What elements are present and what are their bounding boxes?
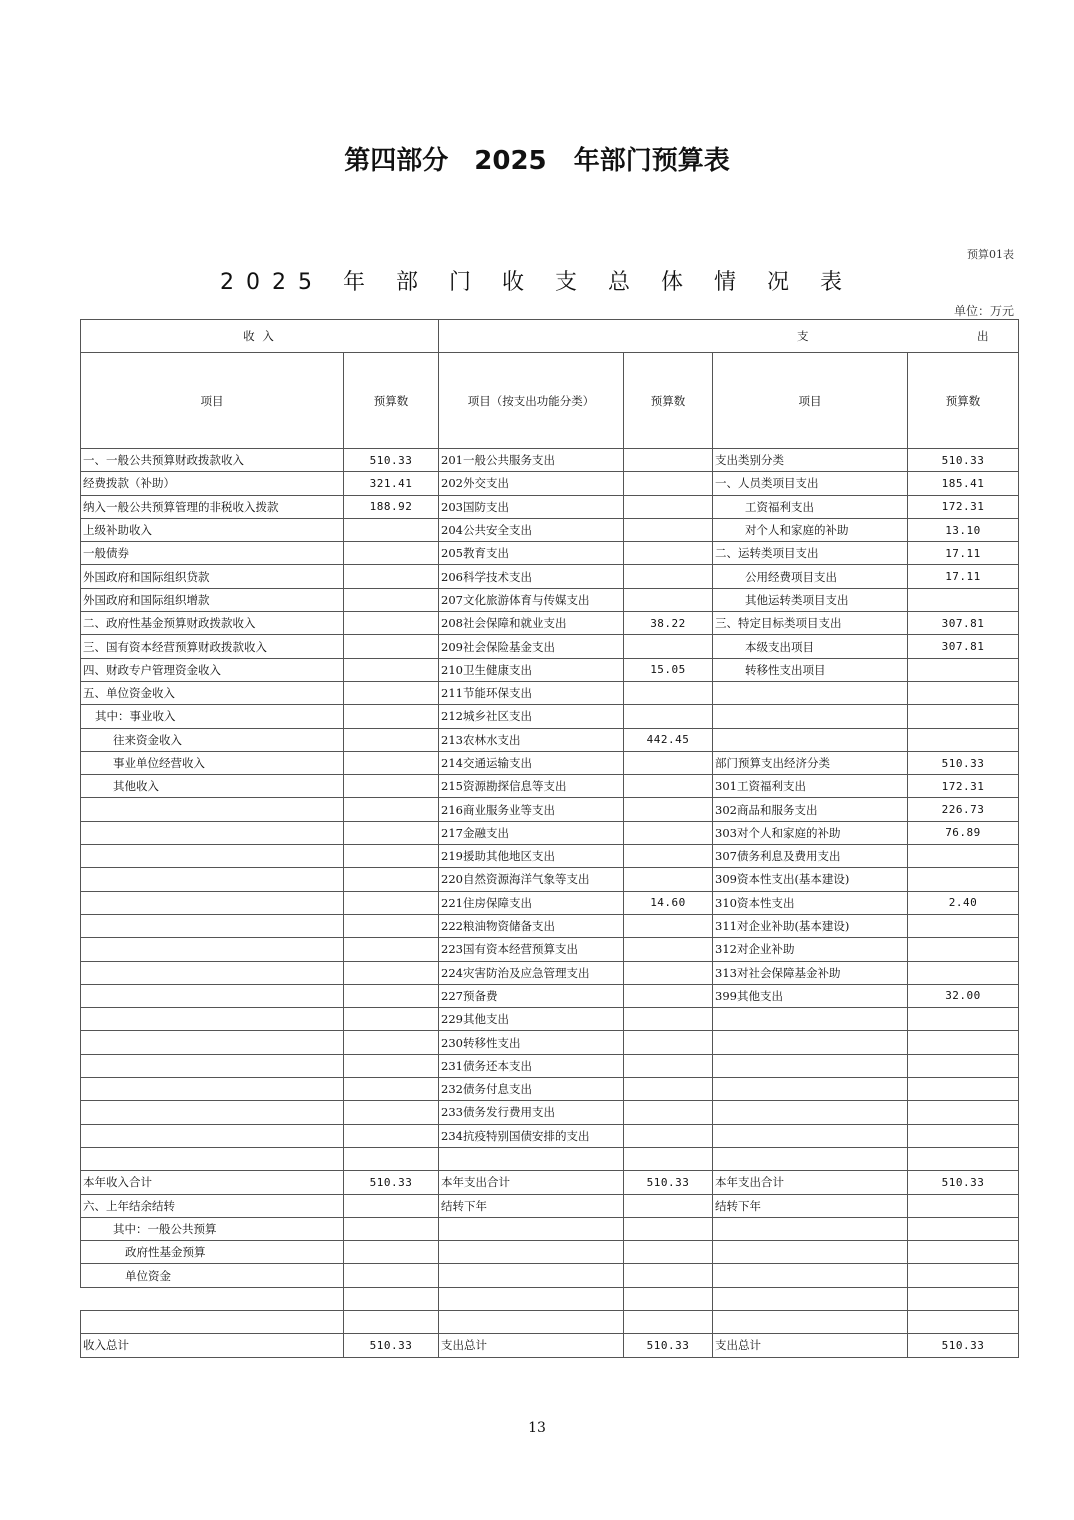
col-header-budget: 预算数 [344,353,439,449]
table-title: 2025 年 部 门 收 支 总 体 情 况 表 [220,270,854,295]
economic-budget-cell [908,1147,1019,1170]
economic-item-cell: 转移性支出项目 [713,658,908,681]
table-row [81,565,1019,588]
header-row-1 [81,320,1019,353]
economic-budget-cell [908,1194,1019,1217]
function-budget-cell [624,518,713,541]
economic-budget-cell: 510.33 [908,1171,1019,1194]
table-row [81,658,1019,681]
function-budget-cell [624,751,713,774]
economic-budget-cell: 17.11 [908,542,1019,565]
income-item-cell [81,961,344,984]
income-budget-cell [344,891,439,914]
table-row [81,635,1019,658]
function-item-cell: 222粮油物资储备支出 [439,914,624,937]
function-budget-cell [624,1287,713,1310]
income-item-cell [81,1147,344,1170]
economic-budget-cell: 17.11 [908,565,1019,588]
economic-item-cell: 本级支出项目 [713,635,908,658]
economic-item-cell: 312对企业补助 [713,938,908,961]
function-item-cell: 201一般公共服务支出 [439,449,624,472]
income-budget-cell [344,961,439,984]
economic-budget-cell: 307.81 [908,635,1019,658]
economic-item-cell [713,1054,908,1077]
income-item-cell: 一般债券 [81,542,344,565]
function-item-cell: 204公共安全支出 [439,518,624,541]
income-item-cell [81,1054,344,1077]
function-item-cell: 230转移性支出 [439,1031,624,1054]
economic-item-cell: 三、特定目标类项目支出 [713,612,908,635]
income-budget-cell [344,1078,439,1101]
table-row [81,775,1019,798]
table-row [81,961,1019,984]
economic-budget-cell: 172.31 [908,775,1019,798]
income-budget-cell [344,1124,439,1147]
function-item-cell: 231债务还本支出 [439,1054,624,1077]
table-row [81,868,1019,891]
income-item-cell [81,1310,344,1333]
function-budget-cell [624,495,713,518]
income-item-cell [81,821,344,844]
function-item-cell: 213农林水支出 [439,728,624,751]
table-row [81,1101,1019,1124]
economic-budget-cell: 307.81 [908,612,1019,635]
economic-item-cell: 311对企业补助(基本建设) [713,914,908,937]
function-item-cell: 229其他支出 [439,1008,624,1031]
function-budget-cell: 442.45 [624,728,713,751]
economic-budget-cell [908,1101,1019,1124]
economic-budget-cell [908,1124,1019,1147]
expense-header [439,320,1019,353]
economic-item-cell: 二、运转类项目支出 [713,542,908,565]
income-budget-cell [344,751,439,774]
economic-item-cell [713,1008,908,1031]
income-item-cell [81,868,344,891]
function-budget-cell [624,1194,713,1217]
economic-budget-cell [908,728,1019,751]
function-item-cell: 216商业服务业等支出 [439,798,624,821]
income-item-cell: 二、政府性基金预算财政拨款收入 [81,612,344,635]
function-item-cell: 224灾害防治及应急管理支出 [439,961,624,984]
income-budget-cell [344,821,439,844]
economic-budget-cell [908,1031,1019,1054]
table-row [81,518,1019,541]
economic-budget-cell [908,1287,1019,1310]
income-budget-cell [344,1194,439,1217]
income-budget-cell [344,1287,439,1310]
function-item-cell: 227预备费 [439,984,624,1007]
function-item-cell: 223国有资本经营预算支出 [439,938,624,961]
table-row [81,1031,1019,1054]
table-row [81,938,1019,961]
economic-item-cell: 309资本性支出(基本建设) [713,868,908,891]
function-item-cell: 212城乡社区支出 [439,705,624,728]
table-row [81,612,1019,635]
function-item-cell: 234抗疫特别国债安排的支出 [439,1124,624,1147]
unit-label: 单位：万元 [953,304,1014,318]
economic-budget-cell [908,588,1019,611]
income-item-cell: 政府性基金预算 [81,1241,344,1264]
economic-item-cell [713,1101,908,1124]
economic-budget-cell: 510.33 [908,1334,1019,1357]
function-budget-cell [624,565,713,588]
function-budget-cell [624,1124,713,1147]
income-item-cell: 经费拨款（补助） [81,472,344,495]
income-item-cell [81,984,344,1007]
function-budget-cell [624,775,713,798]
function-budget-cell [624,472,713,495]
part-title: 第四部分 2025 年部门预算表 [344,146,730,176]
table-row [81,1078,1019,1101]
economic-budget-cell: 32.00 [908,984,1019,1007]
economic-item-cell: 307债务利息及费用支出 [713,845,908,868]
economic-item-cell: 313对社会保障基金补助 [713,961,908,984]
function-budget-cell [624,914,713,937]
income-item-cell [81,1008,344,1031]
function-budget-cell: 510.33 [624,1334,713,1357]
income-budget-cell [344,1031,439,1054]
table-row [81,542,1019,565]
income-item-cell [81,1124,344,1147]
table-row [81,1054,1019,1077]
table-row [81,1217,1019,1240]
function-item-cell: 221住房保障支出 [439,891,624,914]
income-budget-cell [344,612,439,635]
income-item-cell: 本年收入合计 [81,1171,344,1194]
economic-item-cell: 302商品和服务支出 [713,798,908,821]
table-row [81,1310,1019,1333]
income-budget-cell [344,1147,439,1170]
function-item-cell [439,1287,624,1310]
table-row [81,1147,1019,1170]
function-budget-cell [624,1217,713,1240]
economic-budget-cell [908,938,1019,961]
economic-item-cell: 310资本性支出 [713,891,908,914]
function-item-cell: 205教育支出 [439,542,624,565]
income-item-cell: 六、上年结余结转 [81,1194,344,1217]
income-item-cell [81,798,344,821]
page-number: 13 [528,1420,546,1436]
economic-budget-cell: 172.31 [908,495,1019,518]
economic-item-cell [713,1264,908,1287]
function-budget-cell [624,984,713,1007]
function-budget-cell [624,1054,713,1077]
function-item-cell [439,1241,624,1264]
economic-budget-cell [908,1264,1019,1287]
economic-item-cell [713,1310,908,1333]
economic-budget-cell: 510.33 [908,449,1019,472]
function-item-cell: 207文化旅游体育与传媒支出 [439,588,624,611]
income-item-cell: 四、财政专户管理资金收入 [81,658,344,681]
income-item-cell: 纳入一般公共预算管理的非税收入拨款 [81,495,344,518]
income-budget-cell [344,938,439,961]
income-budget-cell [344,635,439,658]
table-row [81,845,1019,868]
income-item-cell [81,1287,344,1310]
function-item-cell [439,1264,624,1287]
economic-item-cell: 支出总计 [713,1334,908,1357]
function-item-cell: 214交通运输支出 [439,751,624,774]
income-item-cell: 其中：事业收入 [81,705,344,728]
function-budget-cell [624,845,713,868]
income-budget-cell [344,1241,439,1264]
function-item-cell: 208社会保障和就业支出 [439,612,624,635]
economic-budget-cell: 185.41 [908,472,1019,495]
function-budget-cell [624,1008,713,1031]
economic-budget-cell [908,914,1019,937]
income-item-cell: 外国政府和国际组织贷款 [81,565,344,588]
economic-item-cell: 公用经费项目支出 [713,565,908,588]
function-item-cell: 203国防支出 [439,495,624,518]
function-item-cell: 206科学技术支出 [439,565,624,588]
table-row [81,1264,1019,1287]
table-row [81,495,1019,518]
economic-item-cell [713,705,908,728]
budget-table [80,319,1019,1358]
economic-budget-cell [908,658,1019,681]
table-row [81,751,1019,774]
income-item-cell: 外国政府和国际组织增款 [81,588,344,611]
function-budget-cell [624,705,713,728]
economic-budget-cell [908,705,1019,728]
form-number: 预算01表 [967,248,1014,261]
table-row [81,914,1019,937]
function-budget-cell [624,1031,713,1054]
income-budget-cell [344,798,439,821]
function-item-cell: 233债务发行费用支出 [439,1101,624,1124]
function-budget-cell [624,542,713,565]
function-item-cell: 本年支出合计 [439,1171,624,1194]
function-budget-cell [624,1147,713,1170]
function-item-cell: 结转下年 [439,1194,624,1217]
income-budget-cell [344,728,439,751]
function-item-cell: 232债务付息支出 [439,1078,624,1101]
income-budget-cell [344,1101,439,1124]
income-budget-cell: 321.41 [344,472,439,495]
income-budget-cell: 510.33 [344,1171,439,1194]
economic-budget-cell [908,961,1019,984]
col-header-budget2: 预算数 [624,353,713,449]
income-budget-cell [344,914,439,937]
economic-budget-cell: 510.33 [908,751,1019,774]
income-budget-cell: 188.92 [344,495,439,518]
function-item-cell: 220自然资源海洋气象等支出 [439,868,624,891]
economic-item-cell: 支出类别分类 [713,449,908,472]
col-header-item3: 项目 [713,353,908,449]
function-item-cell: 209社会保险基金支出 [439,635,624,658]
income-item-cell [81,891,344,914]
function-item-cell: 217金融支出 [439,821,624,844]
income-item-cell: 收入总计 [81,1334,344,1357]
function-budget-cell: 14.60 [624,891,713,914]
table-row [81,1171,1019,1194]
function-item-cell [439,1217,624,1240]
income-budget-cell [344,681,439,704]
function-item-cell [439,1310,624,1333]
function-item-cell: 210卫生健康支出 [439,658,624,681]
income-item-cell: 单位资金 [81,1264,344,1287]
function-item-cell: 219援助其他地区支出 [439,845,624,868]
economic-item-cell [713,681,908,704]
income-budget-cell [344,1217,439,1240]
economic-budget-cell [908,1078,1019,1101]
function-budget-cell [624,681,713,704]
income-item-cell: 一、一般公共预算财政拨款收入 [81,449,344,472]
income-budget-cell [344,1310,439,1333]
table-row [81,1241,1019,1264]
income-item-cell: 上级补助收入 [81,518,344,541]
function-item-cell: 211节能环保支出 [439,681,624,704]
economic-item-cell: 本年支出合计 [713,1171,908,1194]
function-budget-cell [624,1264,713,1287]
table-row [81,891,1019,914]
economic-item-cell: 对个人和家庭的补助 [713,518,908,541]
table-row [81,1008,1019,1031]
economic-item-cell: 399其他支出 [713,984,908,1007]
table-row [81,681,1019,704]
income-budget-cell [344,658,439,681]
function-item-cell: 202外交支出 [439,472,624,495]
economic-budget-cell: 13.10 [908,518,1019,541]
function-budget-cell [624,449,713,472]
economic-budget-cell [908,868,1019,891]
function-budget-cell [624,938,713,961]
table-row [81,728,1019,751]
economic-item-cell [713,1287,908,1310]
economic-budget-cell [908,845,1019,868]
table-row [81,472,1019,495]
income-item-cell [81,1031,344,1054]
table-row [81,984,1019,1007]
income-budget-cell [344,588,439,611]
function-budget-cell: 38.22 [624,612,713,635]
income-budget-cell [344,984,439,1007]
income-budget-cell [344,542,439,565]
function-budget-cell: 510.33 [624,1171,713,1194]
col-header-func-item: 项目（按支出功能分类） [439,353,624,449]
function-budget-cell [624,1241,713,1264]
economic-item-cell [713,1217,908,1240]
income-budget-cell [344,518,439,541]
income-item-cell: 事业单位经营收入 [81,751,344,774]
income-budget-cell [344,565,439,588]
function-budget-cell [624,1101,713,1124]
income-item-cell [81,1101,344,1124]
income-item-cell: 三、国有资本经营预算财政拨款收入 [81,635,344,658]
economic-item-cell [713,1078,908,1101]
table-row [81,705,1019,728]
function-budget-cell [624,798,713,821]
table-row [81,449,1019,472]
function-item-cell: 215资源勘探信息等支出 [439,775,624,798]
economic-item-cell: 部门预算支出经济分类 [713,751,908,774]
table-row [81,821,1019,844]
col-header-item: 项目 [81,353,344,449]
income-budget-cell: 510.33 [344,449,439,472]
income-header: 收 入 [81,320,439,353]
economic-budget-cell [908,1054,1019,1077]
income-budget-cell [344,705,439,728]
function-budget-cell [624,588,713,611]
expense-header-right: 出 [977,329,989,343]
economic-item-cell: 一、人员类项目支出 [713,472,908,495]
income-budget-cell [344,1008,439,1031]
economic-budget-cell [908,1217,1019,1240]
table-row [81,1334,1019,1357]
income-budget-cell [344,1054,439,1077]
income-budget-cell [344,1264,439,1287]
function-item-cell: 支出总计 [439,1334,624,1357]
economic-item-cell: 结转下年 [713,1194,908,1217]
economic-budget-cell [908,1241,1019,1264]
function-budget-cell [624,821,713,844]
economic-item-cell [713,728,908,751]
function-item-cell [439,1147,624,1170]
economic-item-cell: 其他运转类项目支出 [713,588,908,611]
table-row [81,1194,1019,1217]
income-budget-cell [344,845,439,868]
function-budget-cell [624,868,713,891]
economic-budget-cell [908,1310,1019,1333]
economic-item-cell [713,1241,908,1264]
function-budget-cell [624,635,713,658]
income-item-cell: 往来资金收入 [81,728,344,751]
income-item-cell [81,938,344,961]
table-row [81,1287,1019,1310]
col-header-budget3: 预算数 [908,353,1019,449]
economic-item-cell [713,1124,908,1147]
income-item-cell [81,914,344,937]
economic-budget-cell [908,1008,1019,1031]
income-budget-cell: 510.33 [344,1334,439,1357]
function-budget-cell: 15.05 [624,658,713,681]
header-row-2 [81,353,1019,449]
expense-header-left: 支 [797,329,809,343]
economic-budget-cell [908,681,1019,704]
economic-item-cell: 工资福利支出 [713,495,908,518]
table-row [81,1124,1019,1147]
income-item-cell: 其中：一般公共预算 [81,1217,344,1240]
table-row [81,588,1019,611]
income-item-cell [81,845,344,868]
table-row [81,798,1019,821]
economic-item-cell [713,1031,908,1054]
income-item-cell: 其他收入 [81,775,344,798]
economic-budget-cell: 2.40 [908,891,1019,914]
economic-budget-cell: 76.89 [908,821,1019,844]
economic-item-cell [713,1147,908,1170]
function-budget-cell [624,1310,713,1333]
income-item-cell: 五、单位资金收入 [81,681,344,704]
function-budget-cell [624,1078,713,1101]
economic-item-cell: 303对个人和家庭的补助 [713,821,908,844]
income-budget-cell [344,868,439,891]
economic-budget-cell: 226.73 [908,798,1019,821]
economic-item-cell: 301工资福利支出 [713,775,908,798]
income-item-cell [81,1078,344,1101]
function-budget-cell [624,961,713,984]
income-budget-cell [344,775,439,798]
